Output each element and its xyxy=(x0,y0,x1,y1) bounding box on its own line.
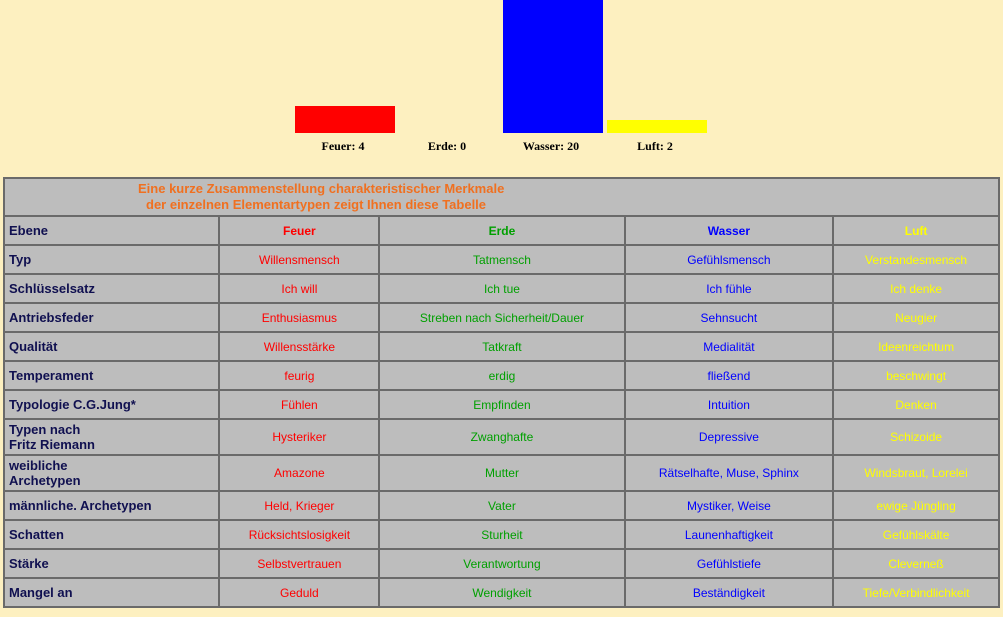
row-label-line: Schatten xyxy=(9,527,64,542)
caption-line-1: Eine kurze Zusammenstellung charakteristischer Merkmale xyxy=(138,181,505,196)
row-label-line: Mangel an xyxy=(9,585,73,600)
table-row xyxy=(4,245,999,274)
row-label xyxy=(4,520,219,549)
cell-luft: Cleverneß xyxy=(833,549,999,578)
cell-luft: Schizoide xyxy=(833,419,999,455)
cell-erde: Sturheit xyxy=(379,520,624,549)
cell-erde: Empfinden xyxy=(379,390,624,419)
cell-wasser: Mystiker, Weise xyxy=(625,491,834,520)
cell-feuer: Ich will xyxy=(219,274,379,303)
row-label-line: weibliche xyxy=(9,458,68,473)
cell-feuer: Amazone xyxy=(219,455,379,491)
cell-luft: Denken xyxy=(833,390,999,419)
cell-wasser: Rätselhafte, Muse, Sphinx xyxy=(625,455,834,491)
table-row xyxy=(4,332,999,361)
table-caption xyxy=(4,178,999,216)
bar-label-erde: Erde: 0 xyxy=(427,139,467,153)
cell-erde: Wendigkeit xyxy=(379,578,624,607)
row-label xyxy=(4,455,219,491)
cell-feuer: Selbstvertrauen xyxy=(219,549,379,578)
table-row xyxy=(4,549,999,578)
table-row xyxy=(4,274,999,303)
table-row xyxy=(4,455,999,491)
cell-luft: beschwingt xyxy=(833,361,999,390)
bar-label-wasser: Wasser: 20 xyxy=(522,139,580,153)
bar-label-luft: Luft: 2 xyxy=(637,139,673,153)
cell-feuer: Hysteriker xyxy=(219,419,379,455)
cell-wasser: Beständigkeit xyxy=(625,578,834,607)
cell-erde: Ich tue xyxy=(379,274,624,303)
table-row xyxy=(4,578,999,607)
bar-wasser xyxy=(503,0,603,133)
cell-erde: Zwanghafte xyxy=(379,419,624,455)
row-label-line: Typ xyxy=(9,252,32,267)
bar-feuer xyxy=(295,106,395,133)
cell-erde: Verantwortung xyxy=(379,549,624,578)
cell-luft: Windsbraut, Lorelei xyxy=(833,455,999,491)
row-label-line: Schlüsselsatz xyxy=(9,281,95,296)
cell-luft: Verstandesmensch xyxy=(833,245,999,274)
header-feuer: Feuer xyxy=(219,216,379,245)
cell-luft: Gefühlskälte xyxy=(833,520,999,549)
table-row xyxy=(4,419,999,455)
cell-erde: Tatmensch xyxy=(379,245,624,274)
caption-line-2: der einzelnen Elementartypen zeigt Ihnen diese Tabelle xyxy=(146,197,487,212)
caption-row xyxy=(4,178,999,216)
table-row xyxy=(4,303,999,332)
row-label-line: Qualität xyxy=(9,339,58,354)
cell-luft: Ich denke xyxy=(833,274,999,303)
cell-erde: Vater xyxy=(379,491,624,520)
bar-label-feuer: Feuer: 4 xyxy=(321,139,365,153)
row-label xyxy=(4,361,219,390)
cell-wasser: Gefühlsmensch xyxy=(625,245,834,274)
table-row xyxy=(4,520,999,549)
row-label-line: Typen nach xyxy=(9,422,81,437)
row-label-line: Temperament xyxy=(9,368,94,383)
row-label-line: Fritz Riemann xyxy=(9,437,95,452)
cell-erde: Streben nach Sicherheit/Dauer xyxy=(379,303,624,332)
cell-wasser: Medialität xyxy=(625,332,834,361)
cell-erde: Mutter xyxy=(379,455,624,491)
row-label-line: Stärke xyxy=(9,556,49,571)
element-bar-chart xyxy=(0,0,1003,172)
header-wasser: Wasser xyxy=(625,216,834,245)
cell-wasser: Ich fühle xyxy=(625,274,834,303)
cell-erde: erdig xyxy=(379,361,624,390)
row-label xyxy=(4,491,219,520)
cell-luft: Ideenreichtum xyxy=(833,332,999,361)
table-row xyxy=(4,361,999,390)
cell-wasser: Sehnsucht xyxy=(625,303,834,332)
row-label xyxy=(4,390,219,419)
row-label xyxy=(4,274,219,303)
cell-luft: Neugier xyxy=(833,303,999,332)
cell-feuer: Willensmensch xyxy=(219,245,379,274)
cell-feuer: Fühlen xyxy=(219,390,379,419)
cell-feuer: Willensstärke xyxy=(219,332,379,361)
header-ebene: Ebene xyxy=(4,216,219,245)
cell-wasser: fließend xyxy=(625,361,834,390)
header-luft: Luft xyxy=(833,216,999,245)
bar-luft xyxy=(607,120,707,133)
table-row xyxy=(4,390,999,419)
row-label-line: Antriebsfeder xyxy=(9,310,94,325)
cell-luft: Tiefe/Verbindlichkeit xyxy=(833,578,999,607)
row-label xyxy=(4,549,219,578)
cell-wasser: Intuition xyxy=(625,390,834,419)
row-label xyxy=(4,245,219,274)
cell-luft: ewige Jüngling xyxy=(833,491,999,520)
row-label-line: Archetypen xyxy=(9,473,81,488)
header-row xyxy=(4,216,999,245)
row-label-line: männliche. Archetypen xyxy=(9,498,152,513)
row-label xyxy=(4,419,219,455)
element-characteristics-table xyxy=(3,177,1000,608)
cell-feuer: Enthusiasmus xyxy=(219,303,379,332)
cell-erde: Tatkraft xyxy=(379,332,624,361)
cell-feuer: Held, Krieger xyxy=(219,491,379,520)
table-row xyxy=(4,491,999,520)
header-erde: Erde xyxy=(379,216,624,245)
cell-wasser: Launenhaftigkeit xyxy=(625,520,834,549)
row-label xyxy=(4,332,219,361)
cell-feuer: feurig xyxy=(219,361,379,390)
cell-feuer: Geduld xyxy=(219,578,379,607)
cell-wasser: Depressive xyxy=(625,419,834,455)
cell-wasser: Gefühlstiefe xyxy=(625,549,834,578)
row-label-line: Typologie C.G.Jung* xyxy=(9,397,136,412)
row-label xyxy=(4,303,219,332)
cell-feuer: Rücksichtslosigkeit xyxy=(219,520,379,549)
row-label xyxy=(4,578,219,607)
